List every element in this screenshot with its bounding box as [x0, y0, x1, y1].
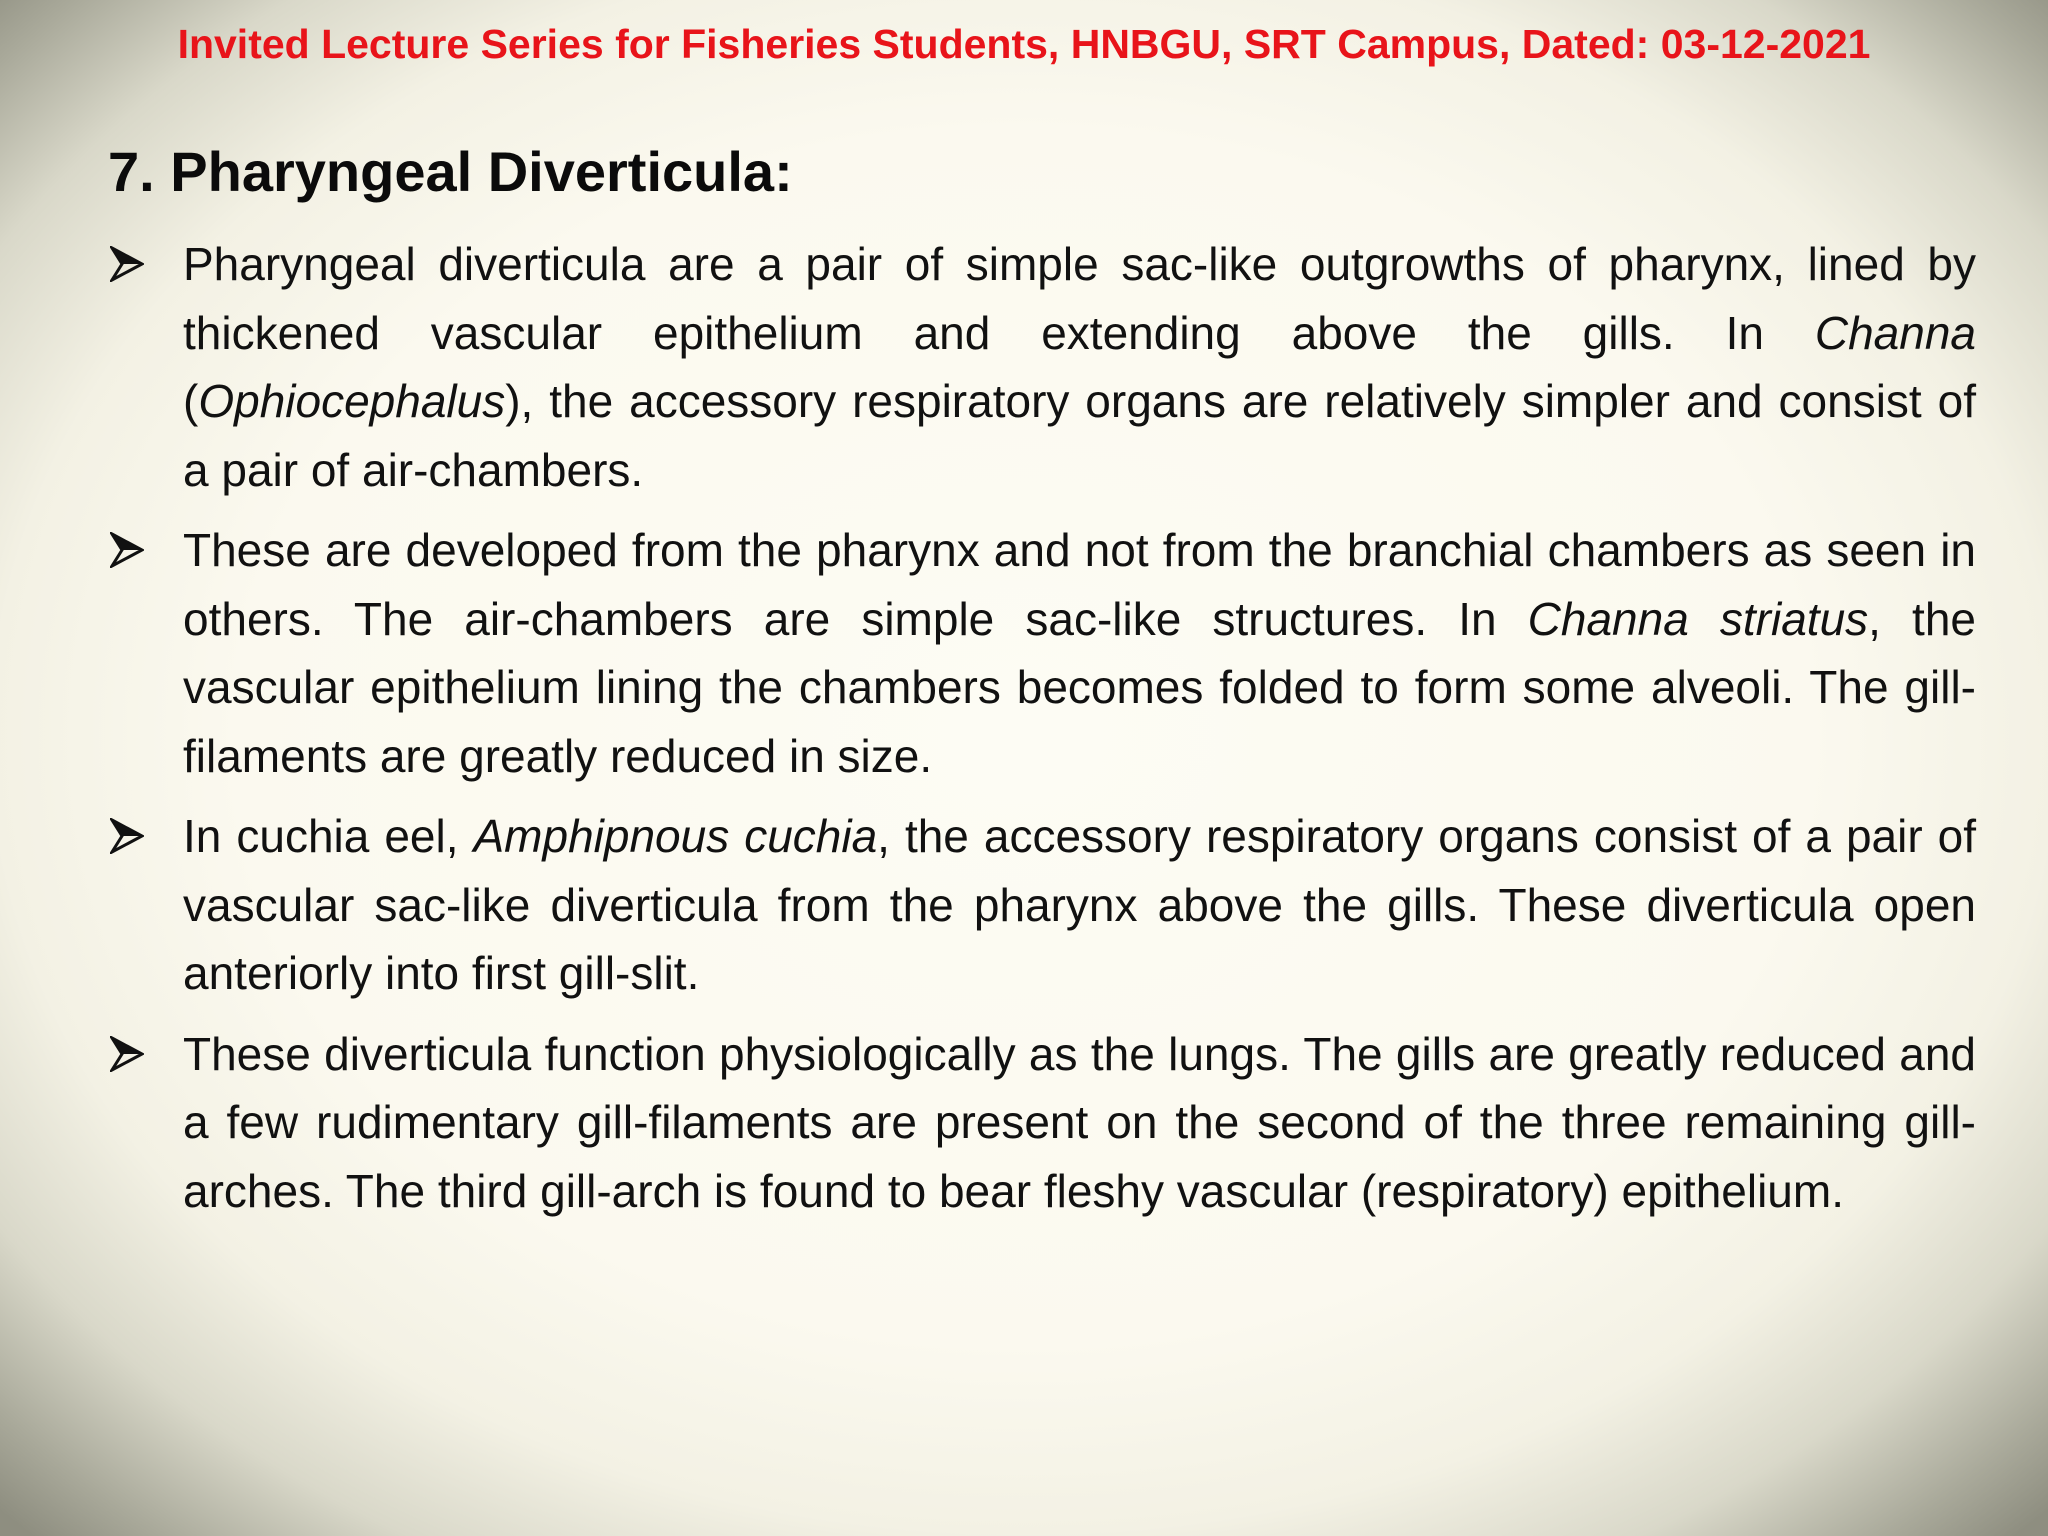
slide-title: 7. Pharyngeal Diverticula: [108, 140, 793, 203]
species-name: Channa [1814, 306, 1976, 359]
text-run: , the vascular epithelium lining the chambers becomes folded to form some alveoli. The gill-filaments are greatly reduced in size. [183, 592, 1976, 782]
bullet-item [108, 516, 1976, 790]
arrowhead-bullet-icon [110, 1036, 144, 1072]
lecture-header: Invited Lecture Series for Fisheries Students, HNBGU, SRT Campus, Dated: 03-12-2021 [177, 21, 1871, 67]
arrowhead-bullet-icon [110, 818, 144, 854]
species-name: Ophiocephalus [198, 375, 506, 427]
text-run: These diverticula function physiologically as the lungs. The gills are greatly reduced and a few rudimentary gill-filaments are present on the second of the three remaining gill-arches. The third gill-arch is found to bear fleshy vascular (respiratory) epithelium. [183, 1027, 1976, 1217]
arrowhead-bullet-icon [110, 246, 144, 282]
text-run: In cuchia eel, [183, 810, 474, 862]
bullet-item [108, 230, 1976, 504]
bullet-list [108, 230, 1976, 1237]
species-name: Channa striatus [1527, 592, 1869, 645]
text-run: ( [183, 375, 199, 427]
text-run: , the accessory respiratory organs consist of a pair of vascular sac-like diverticula from the pharynx above the gills. These diverticula open anteriorly into first gill-slit. [183, 810, 1977, 999]
bullet-item [108, 1020, 1976, 1226]
arrowhead-bullet-icon [110, 532, 144, 568]
bullet-text [183, 524, 1976, 782]
bullet-text [183, 810, 1976, 999]
species-name: Amphipnous cuchia [473, 810, 878, 862]
text-run: ), the accessory respiratory organs are relatively simpler and consist of a pair of air-chambers. [183, 375, 1976, 496]
text-run: Pharyngeal diverticula are a pair of simple sac-like outgrowths of pharynx, lined by thickened vascular epithelium and extending above the gills. In [183, 238, 1976, 359]
bullet-text [183, 238, 1976, 496]
text-run: These are developed from the pharynx and not from the branchial chambers as seen in others. The air-chambers are simple sac-like structures. In [183, 524, 1976, 645]
bullet-item [108, 802, 1976, 1008]
bullet-text [183, 1028, 1976, 1217]
